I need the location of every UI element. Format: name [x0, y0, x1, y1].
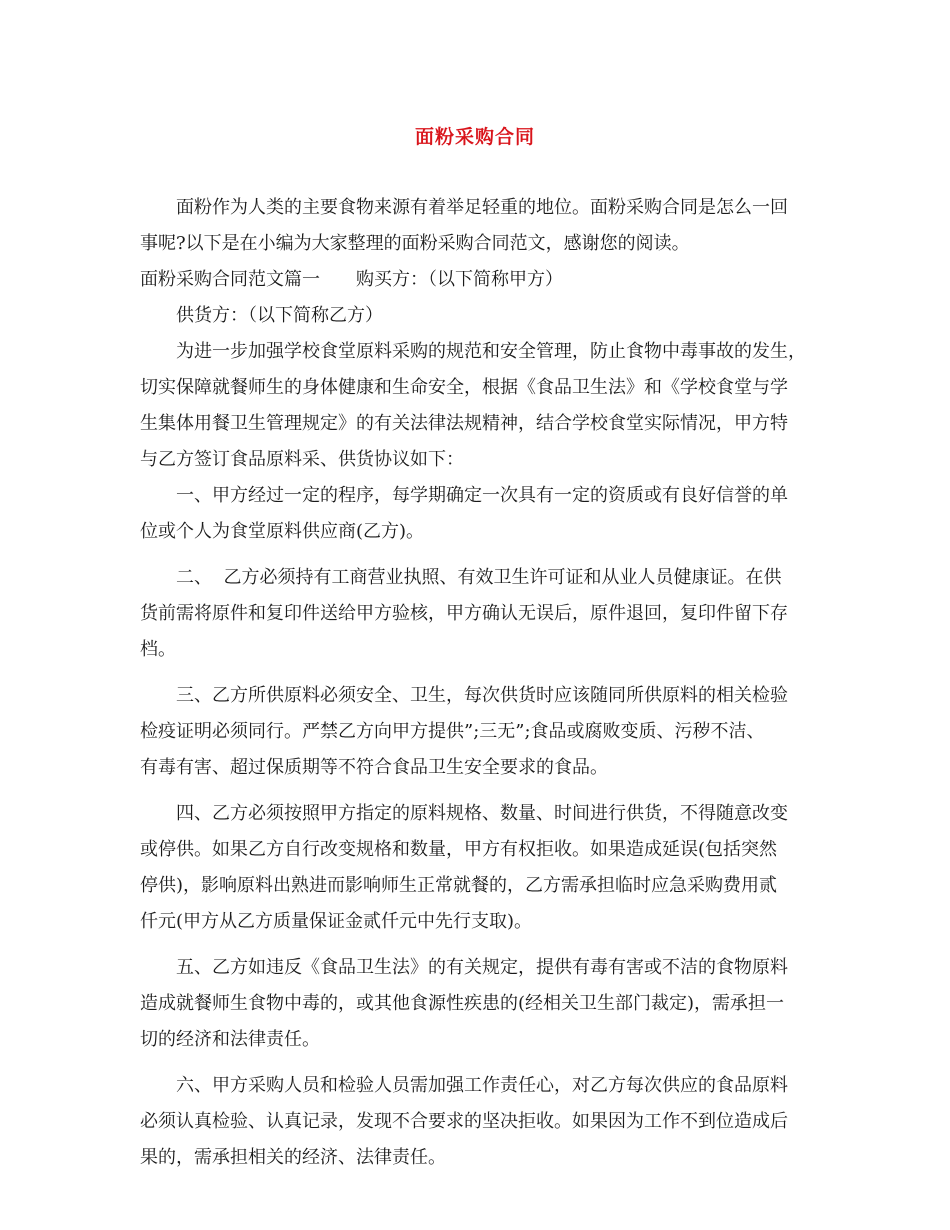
section-heading: 面粉采购合同范文篇一	[140, 269, 320, 290]
text-line: 一、甲方经过一定的程序，每学期确定一次具有一定的资质或有良好信誉的单	[176, 485, 788, 506]
clause-4	[140, 796, 816, 940]
text-line: 为进一步加强学校食堂原料采购的规范和安全管理，防止食物中毒事故的发生，	[176, 341, 806, 362]
text-line: 三、乙方所供原料必须安全、卫生，每次供货时应该随同所供原料的相关检验	[176, 685, 788, 706]
clause-5	[140, 950, 816, 1058]
text-line: 面粉作为人类的主要食物来源有着举足轻重的地位。面粉采购合同是怎么一回	[176, 197, 788, 218]
clause-1	[140, 478, 816, 550]
text-line: 切的经济和法律责任。	[140, 1029, 320, 1050]
text-line: 或停供。如果乙方自行改变规格和数量，甲方有权拒收。如果造成延误(包括突然	[140, 839, 778, 860]
text-line: 货前需将原件和复印件送给甲方验核，甲方确认无误后，原件退回，复印件留下存	[140, 603, 788, 624]
text-line: 有毒有害、超过保质期等不符合食品卫生安全要求的食品。	[140, 757, 608, 778]
text-line: 停供)，影响原料出熟进而影响师生正常就餐的，乙方需承担临时应急采购费用贰	[140, 875, 778, 896]
supplier-line	[140, 298, 816, 334]
text-line: 果的，需承担相关的经济、法律责任。	[140, 1147, 446, 1168]
text-line: 仟元(甲方从乙方质量保证金贰仟元中先行支取)。	[140, 911, 533, 932]
clause-3	[140, 678, 816, 786]
buyer-label: 购买方：（以下简称甲方）	[356, 269, 563, 290]
text-line: 生集体用餐卫生管理规定》的有关法律法规精神，结合学校食堂实际情况，甲方特	[140, 413, 788, 434]
supplier-label: 供货方：（以下简称乙方）	[176, 305, 383, 326]
text-line: 六、甲方采购人员和检验人员需加强工作责任心，对乙方每次供应的食品原料	[176, 1075, 788, 1096]
text-line: 二、 乙方必须持有工商营业执照、有效卫生许可证和从业人员健康证。在供	[176, 567, 782, 588]
document-title: 面粉采购合同	[414, 126, 535, 148]
text-line: 档。	[140, 639, 176, 660]
text-line: 四、乙方必须按照甲方指定的原料规格、数量、时间进行供货，不得随意改变	[176, 803, 788, 824]
text-line: 位或个人为食堂原料供应商(乙方)。	[140, 521, 425, 542]
preamble-paragraph	[140, 334, 816, 478]
text-line: 检疫证明必须同行。严禁乙方向甲方提供”;三无”;食品或腐败变质、污秽不洁、	[140, 721, 765, 742]
clause-6	[140, 1068, 816, 1176]
text-line: 切实保障就餐师生的身体健康和生命安全，根据《食品卫生法》和《学校食堂与学	[140, 377, 788, 398]
text-line: 与乙方签订食品原料采、供货协议如下：	[140, 449, 464, 470]
clause-2	[140, 560, 816, 668]
text-line: 五、乙方如违反《食品卫生法》的有关规定，提供有毒有害或不洁的食物原料	[176, 957, 788, 978]
intro-paragraph	[140, 190, 816, 262]
section-heading-line	[140, 262, 816, 298]
text-line: 必须认真检验、认真记录，发现不合要求的坚决拒收。如果因为工作不到位造成后	[140, 1111, 788, 1132]
text-line: 造成就餐师生食物中毒的，或其他食源性疾患的(经相关卫生部门裁定)，需承担一	[140, 993, 785, 1014]
document-body	[140, 190, 816, 1176]
text-line: 事呢?以下是在小编为大家整理的面粉采购合同范文，感谢您的阅读。	[140, 233, 690, 254]
